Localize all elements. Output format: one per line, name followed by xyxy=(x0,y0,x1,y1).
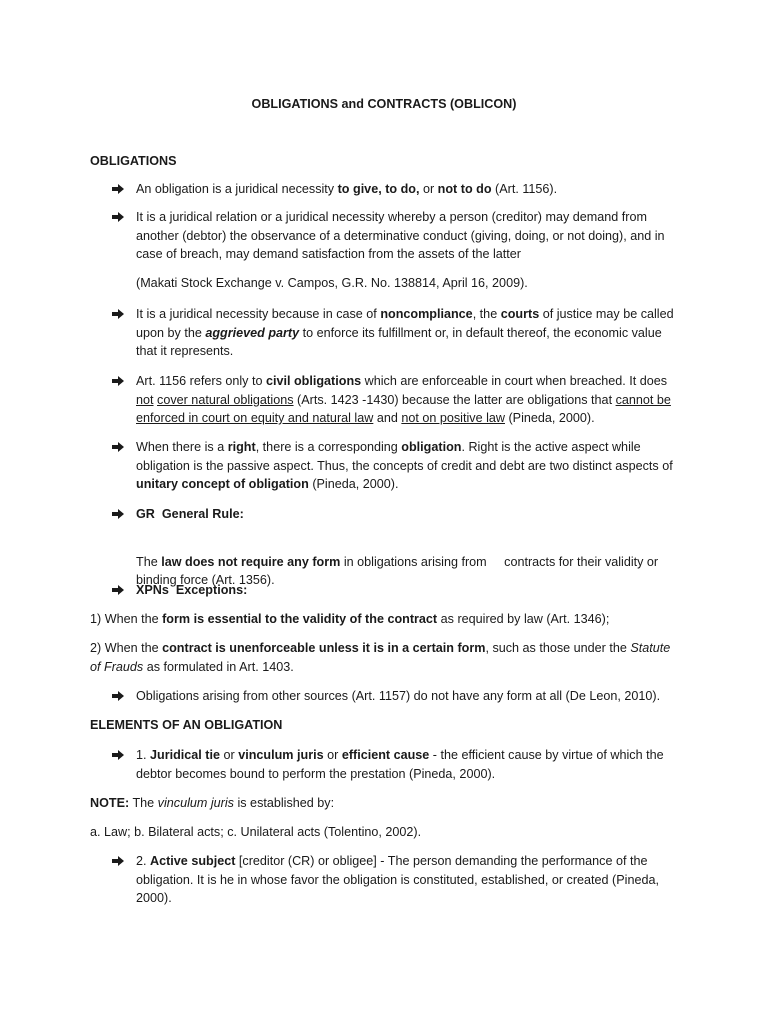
bullet-juridical-necessity: It is a juridical necessity because in case of noncompliance, the courts of justice may be called upon by the aggrieved party to enforce its fulfillment or, in default thereof, the economic value that it represents. xyxy=(136,307,674,359)
bullet-right-obligation: When there is a right, there is a corresponding obligation. Right is the active aspect while obligation is the passive aspect. Thus, the concepts of credit and debt are two distinct aspects of unitary concept of obligation (Pineda, 2000). xyxy=(136,440,673,492)
arrow-bullet-icon xyxy=(112,442,124,452)
section-heading-elements: ELEMENTS OF AN OBLIGATION xyxy=(90,718,283,732)
general-rule-text: The law does not require any form in obligations arising from contracts for their validity or binding force (Art. 1356). xyxy=(136,554,662,588)
arrow-bullet-icon xyxy=(112,856,124,866)
exception-2: 2) When the contract is unenforceable unless it is in a certain form, such as those under the Statute of Frauds as formulated in Art. 1403. xyxy=(90,641,671,674)
note-sources-list: a. Law; b. Bilateral acts; c. Unilateral acts (Tolentino, 2002). xyxy=(90,825,422,839)
arrow-bullet-icon xyxy=(112,184,124,194)
exception-1: 1) When the form is essential to the validity of the contract as required by law (Art. 1346); xyxy=(90,612,610,626)
bullet-general-rule: GR General Rule: xyxy=(136,507,244,521)
arrow-bullet-icon xyxy=(112,376,124,386)
arrow-bullet-icon xyxy=(112,691,124,701)
section-heading-obligations: OBLIGATIONS xyxy=(90,154,177,168)
note-vinculum-juris: NOTE: The vinculum juris is established by: xyxy=(90,796,335,810)
bullet-juridical-relation: It is a juridical relation or a juridical necessity whereby a person (creditor) may demand from another (debtor) the observance of a determinative conduct (giving, doing, or not doing), and in case of breach, may demand satisfaction from the assets of the latter xyxy=(136,210,665,262)
bullet-definition: An obligation is a juridical necessity to give, to do, or not to do (Art. 1156). xyxy=(136,182,558,196)
citation-makati: (Makati Stock Exchange v. Campos, G.R. No. 138814, April 16, 2009). xyxy=(136,276,528,290)
bullet-exceptions: XPNs Exceptions: xyxy=(136,583,248,597)
arrow-bullet-icon xyxy=(112,750,124,760)
document-title: OBLIGATIONS and CONTRACTS (OBLICON) xyxy=(251,97,517,111)
arrow-bullet-icon xyxy=(112,212,124,222)
arrow-bullet-icon xyxy=(112,309,124,319)
arrow-bullet-icon xyxy=(112,585,124,595)
element-active-subject: 2. Active subject [creditor (CR) or obligee] - The person demanding the performance of the obligation. It is he in whose favor the obligation is constituted, established, or created (Pineda, 2000). xyxy=(136,854,659,906)
bullet-civil-obligations: Art. 1156 refers only to civil obligations which are enforceable in court when breached. It does not cover natural obligations (Arts. 1423 -1430) because the latter are obligations that cannot be enforced in court on equity and natural law and not on positive law (Pineda, 2000). xyxy=(136,374,671,426)
arrow-bullet-icon xyxy=(112,509,124,519)
element-juridical-tie: 1. Juridical tie or vinculum juris or efficient cause - the efficient cause by virtue of which the debtor becomes bound to perform the prestation (Pineda, 2000). xyxy=(136,748,664,781)
bullet-other-sources: Obligations arising from other sources (Art. 1157) do not have any form at all (De Leon, 2010). xyxy=(136,689,661,703)
